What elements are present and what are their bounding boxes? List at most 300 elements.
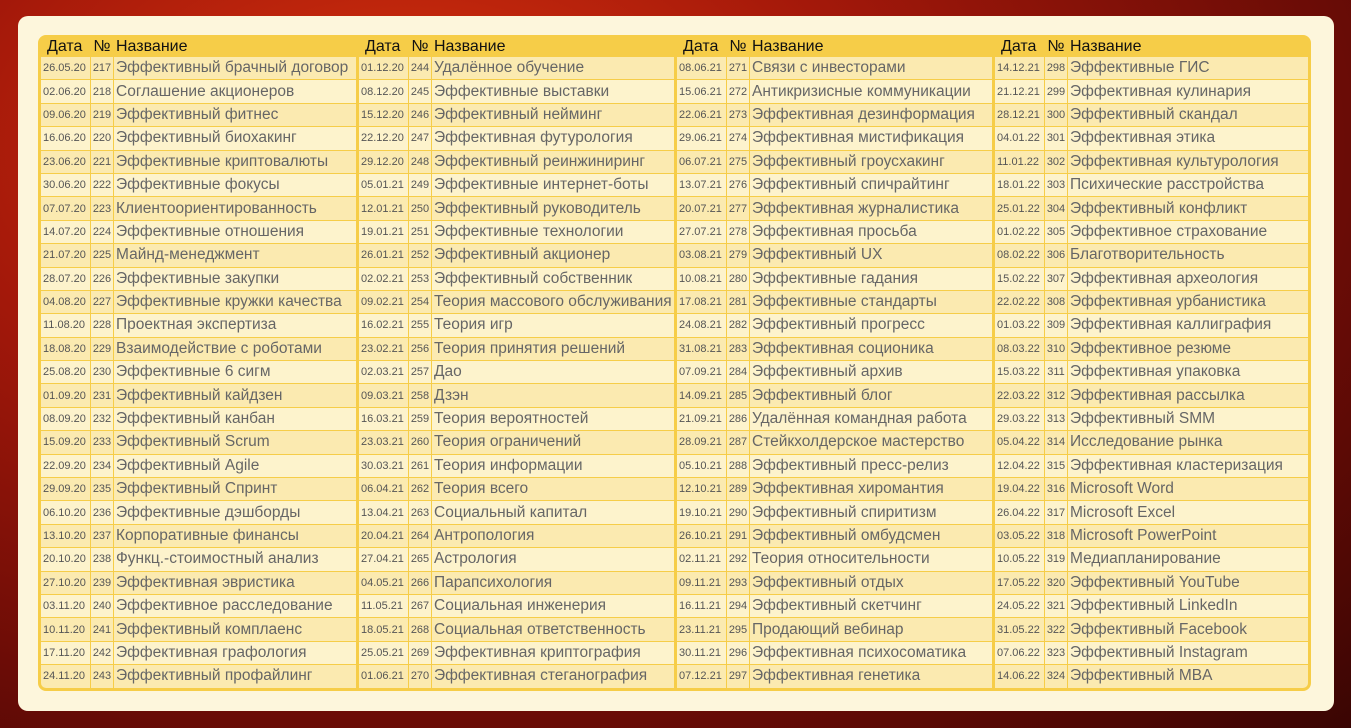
- title-cell[interactable]: Теория вероятностей: [432, 408, 674, 431]
- title-cell[interactable]: Эффективные технологии: [432, 221, 674, 244]
- table-row[interactable]: [995, 291, 1308, 314]
- table-row[interactable]: [41, 244, 356, 267]
- number-cell: 276: [727, 174, 750, 197]
- title-cell[interactable]: Эффективный гроусхакинг: [750, 151, 992, 174]
- table-row[interactable]: [41, 665, 356, 688]
- date-cell: 28.09.21: [677, 431, 727, 454]
- title-cell[interactable]: Эффективный блог: [750, 384, 992, 407]
- number-cell: 305: [1045, 221, 1068, 244]
- number-cell: 291: [727, 525, 750, 548]
- title-cell[interactable]: Эффективный собственник: [432, 268, 674, 291]
- table-row[interactable]: [41, 291, 356, 314]
- table-row[interactable]: [677, 127, 992, 150]
- title-cell[interactable]: Эффективный реинжиниринг: [432, 151, 674, 174]
- table-row[interactable]: [41, 197, 356, 220]
- title-cell[interactable]: Теория игр: [432, 314, 674, 337]
- table-row[interactable]: [359, 268, 674, 291]
- table-row[interactable]: [677, 291, 992, 314]
- table-row[interactable]: [677, 525, 992, 548]
- table-row[interactable]: [677, 197, 992, 220]
- title-cell[interactable]: Клиентоориентированность: [114, 197, 356, 220]
- title-cell[interactable]: Эффективный MBA: [1068, 665, 1308, 688]
- date-cell: 10.08.21: [677, 268, 727, 291]
- title-cell[interactable]: Эффективный Facebook: [1068, 618, 1308, 641]
- table-row[interactable]: [41, 618, 356, 641]
- date-cell: 04.01.22: [995, 127, 1045, 150]
- table-row[interactable]: [359, 665, 674, 688]
- title-cell[interactable]: Эффективные закупки: [114, 268, 356, 291]
- table-row[interactable]: [995, 665, 1308, 688]
- date-cell: 30.11.21: [677, 642, 727, 665]
- title-cell[interactable]: Майнд-менеджмент: [114, 244, 356, 267]
- date-cell: 29.12.20: [359, 151, 409, 174]
- number-cell: 272: [727, 80, 750, 103]
- title-cell[interactable]: Эффективный профайлинг: [114, 665, 356, 688]
- table-row[interactable]: [359, 431, 674, 454]
- title-cell[interactable]: Эффективный Agile: [114, 455, 356, 478]
- title-cell[interactable]: Эффективные кружки качества: [114, 291, 356, 314]
- table-row[interactable]: [41, 525, 356, 548]
- title-cell[interactable]: Эффективный акционер: [432, 244, 674, 267]
- table-row[interactable]: [995, 525, 1308, 548]
- title-cell[interactable]: Удалённая командная работа: [750, 408, 992, 431]
- title-cell[interactable]: Эффективные стандарты: [750, 291, 992, 314]
- table-row[interactable]: [995, 595, 1308, 618]
- title-cell[interactable]: Эффективное расследование: [114, 595, 356, 618]
- date-cell: 03.05.22: [995, 525, 1045, 548]
- table-row[interactable]: [995, 57, 1308, 80]
- table-row[interactable]: [995, 244, 1308, 267]
- table-row[interactable]: [995, 314, 1308, 337]
- title-cell[interactable]: Эффективная каллиграфия: [1068, 314, 1308, 337]
- table-row[interactable]: [359, 80, 674, 103]
- table-row[interactable]: [677, 595, 992, 618]
- title-cell[interactable]: Эффективные гадания: [750, 268, 992, 291]
- table-row[interactable]: [41, 548, 356, 571]
- title-cell[interactable]: Эффективная криптография: [432, 642, 674, 665]
- title-cell[interactable]: Эффективный омбудсмен: [750, 525, 992, 548]
- number-cell: 256: [409, 338, 432, 361]
- title-cell[interactable]: Эффективная упаковка: [1068, 361, 1308, 384]
- date-cell: 28.12.21: [995, 104, 1045, 127]
- title-cell[interactable]: Эффективная соционика: [750, 338, 992, 361]
- table-row[interactable]: [995, 384, 1308, 407]
- table-row[interactable]: [41, 80, 356, 103]
- table-row[interactable]: [41, 314, 356, 337]
- date-cell: 06.10.20: [41, 501, 91, 524]
- table-row[interactable]: [41, 268, 356, 291]
- table-row[interactable]: [677, 618, 992, 641]
- table-row[interactable]: [359, 221, 674, 244]
- number-cell: 324: [1045, 665, 1068, 688]
- title-cell[interactable]: Исследование рынка: [1068, 431, 1308, 454]
- table-row[interactable]: [41, 338, 356, 361]
- number-cell: 319: [1045, 548, 1068, 571]
- table-row[interactable]: [359, 408, 674, 431]
- title-cell[interactable]: Эффективная генетика: [750, 665, 992, 688]
- table-row[interactable]: [677, 408, 992, 431]
- title-cell[interactable]: Эффективный SMM: [1068, 408, 1308, 431]
- date-cell: 03.11.20: [41, 595, 91, 618]
- table-row[interactable]: [995, 618, 1308, 641]
- table-row[interactable]: [359, 127, 674, 150]
- table-row[interactable]: [359, 525, 674, 548]
- date-cell: 07.06.22: [995, 642, 1045, 665]
- number-cell: 309: [1045, 314, 1068, 337]
- title-cell[interactable]: Microsoft PowerPoint: [1068, 525, 1308, 548]
- table-row[interactable]: [359, 338, 674, 361]
- table-row[interactable]: [677, 361, 992, 384]
- title-cell[interactable]: Эффективный спиритизм: [750, 501, 992, 524]
- table-row[interactable]: [677, 642, 992, 665]
- title-cell[interactable]: Эффективная графология: [114, 642, 356, 665]
- title-cell[interactable]: Психические расстройства: [1068, 174, 1308, 197]
- table-row[interactable]: [677, 384, 992, 407]
- title-cell[interactable]: Эффективный LinkedIn: [1068, 595, 1308, 618]
- title-cell[interactable]: Эффективный скетчинг: [750, 595, 992, 618]
- title-cell[interactable]: Теория принятия решений: [432, 338, 674, 361]
- date-cell: 16.02.21: [359, 314, 409, 337]
- title-cell[interactable]: Эффективная журналистика: [750, 197, 992, 220]
- title-cell[interactable]: Эффективные ГИС: [1068, 57, 1308, 80]
- table-row[interactable]: [677, 338, 992, 361]
- table-body: [359, 57, 674, 689]
- title-cell[interactable]: Эффективная кластеризация: [1068, 455, 1308, 478]
- title-cell[interactable]: Microsoft Word: [1068, 478, 1308, 501]
- number-cell: 313: [1045, 408, 1068, 431]
- title-cell[interactable]: Эффективная урбанистика: [1068, 291, 1308, 314]
- title-cell[interactable]: Эффективный UX: [750, 244, 992, 267]
- number-cell: 266: [409, 572, 432, 595]
- title-cell[interactable]: Эффективный архив: [750, 361, 992, 384]
- title-cell[interactable]: Теория информации: [432, 455, 674, 478]
- title-cell[interactable]: Эффективная стеганография: [432, 665, 674, 688]
- number-cell: 247: [409, 127, 432, 150]
- table-row[interactable]: [359, 314, 674, 337]
- title-cell[interactable]: Социальный капитал: [432, 501, 674, 524]
- date-cell: 18.05.21: [359, 618, 409, 641]
- number-cell: 310: [1045, 338, 1068, 361]
- title-cell[interactable]: Эффективный комплаенс: [114, 618, 356, 641]
- title-cell[interactable]: Эффективная дезинформация: [750, 104, 992, 127]
- number-cell: 317: [1045, 501, 1068, 524]
- table-row[interactable]: [41, 151, 356, 174]
- table-row[interactable]: [41, 221, 356, 244]
- table-row[interactable]: [677, 572, 992, 595]
- number-cell: 224: [91, 221, 114, 244]
- title-cell[interactable]: Эффективный фитнес: [114, 104, 356, 127]
- table-row[interactable]: [41, 501, 356, 524]
- table-row[interactable]: [677, 57, 992, 80]
- date-cell: 05.10.21: [677, 455, 727, 478]
- title-cell[interactable]: Эффективный канбан: [114, 408, 356, 431]
- title-cell[interactable]: Медиапланирование: [1068, 548, 1308, 571]
- date-cell: 01.09.20: [41, 384, 91, 407]
- title-cell[interactable]: Антропология: [432, 525, 674, 548]
- table-row[interactable]: [359, 595, 674, 618]
- table-row[interactable]: [41, 384, 356, 407]
- title-cell[interactable]: Эффективная футурология: [432, 127, 674, 150]
- table-row[interactable]: [41, 174, 356, 197]
- table-row[interactable]: [677, 268, 992, 291]
- number-cell: 235: [91, 478, 114, 501]
- table-row[interactable]: [995, 174, 1308, 197]
- title-cell[interactable]: Эффективная этика: [1068, 127, 1308, 150]
- table-row[interactable]: [41, 57, 356, 80]
- number-cell: 280: [727, 268, 750, 291]
- table-row[interactable]: [677, 104, 992, 127]
- title-cell[interactable]: Эффективный пресс-релиз: [750, 455, 992, 478]
- table-row[interactable]: [677, 174, 992, 197]
- title-cell[interactable]: Теория ограничений: [432, 431, 674, 454]
- title-cell[interactable]: Парапсихология: [432, 572, 674, 595]
- title-cell[interactable]: Эффективные фокусы: [114, 174, 356, 197]
- title-cell[interactable]: Эффективная хиромантия: [750, 478, 992, 501]
- table-row[interactable]: [359, 151, 674, 174]
- title-cell[interactable]: Теория массового обслуживания: [432, 291, 674, 314]
- table-row[interactable]: [995, 127, 1308, 150]
- date-cell: 26.05.20: [41, 57, 91, 80]
- title-cell[interactable]: Дао: [432, 361, 674, 384]
- table-row[interactable]: [995, 151, 1308, 174]
- table-row[interactable]: [995, 642, 1308, 665]
- number-cell: 241: [91, 618, 114, 641]
- date-cell: 23.11.21: [677, 618, 727, 641]
- date-cell: 16.06.20: [41, 127, 91, 150]
- title-cell[interactable]: Эффективные дэшборды: [114, 501, 356, 524]
- date-cell: 22.06.21: [677, 104, 727, 127]
- date-cell: 24.08.21: [677, 314, 727, 337]
- title-cell[interactable]: Эффективный скандал: [1068, 104, 1308, 127]
- table-body: [41, 57, 356, 689]
- date-cell: 31.05.22: [995, 618, 1045, 641]
- table-row[interactable]: [359, 104, 674, 127]
- table-row[interactable]: [359, 197, 674, 220]
- title-cell[interactable]: Эффективный спичрайтинг: [750, 174, 992, 197]
- title-cell[interactable]: Теория всего: [432, 478, 674, 501]
- date-cell: 11.01.22: [995, 151, 1045, 174]
- date-cell: 11.05.21: [359, 595, 409, 618]
- header-date: Дата: [995, 38, 1045, 57]
- title-cell[interactable]: Астрология: [432, 548, 674, 571]
- table-row[interactable]: [41, 478, 356, 501]
- title-cell[interactable]: Благотворительность: [1068, 244, 1308, 267]
- table-row[interactable]: [995, 501, 1308, 524]
- title-cell[interactable]: Эффективные 6 сигм: [114, 361, 356, 384]
- title-cell[interactable]: Стейкхолдерское мастерство: [750, 431, 992, 454]
- title-cell[interactable]: Эффективные криптовалюты: [114, 151, 356, 174]
- table-row[interactable]: [677, 244, 992, 267]
- title-cell[interactable]: Эффективные выставки: [432, 80, 674, 103]
- title-cell[interactable]: Продающий вебинар: [750, 618, 992, 641]
- number-cell: 242: [91, 642, 114, 665]
- number-cell: 258: [409, 384, 432, 407]
- title-cell[interactable]: Дзэн: [432, 384, 674, 407]
- date-cell: 27.04.21: [359, 548, 409, 571]
- number-cell: 267: [409, 595, 432, 618]
- title-cell[interactable]: Эффективная эвристика: [114, 572, 356, 595]
- title-cell[interactable]: Эффективный брачный договор: [114, 57, 356, 80]
- date-cell: 10.05.22: [995, 548, 1045, 571]
- title-cell[interactable]: Корпоративные финансы: [114, 525, 356, 548]
- title-cell[interactable]: Теория относительности: [750, 548, 992, 571]
- date-cell: 29.06.21: [677, 127, 727, 150]
- title-cell[interactable]: Социальная ответственность: [432, 618, 674, 641]
- table-row[interactable]: [995, 455, 1308, 478]
- title-cell[interactable]: Эффективный нейминг: [432, 104, 674, 127]
- number-cell: 234: [91, 455, 114, 478]
- date-cell: 15.02.22: [995, 268, 1045, 291]
- title-cell[interactable]: Эффективные интернет-боты: [432, 174, 674, 197]
- title-cell[interactable]: Эффективная просьба: [750, 221, 992, 244]
- title-cell[interactable]: Эффективный YouTube: [1068, 572, 1308, 595]
- title-cell[interactable]: Эффективная мистификация: [750, 127, 992, 150]
- title-cell[interactable]: Функц.-стоимостный анализ: [114, 548, 356, 571]
- title-cell[interactable]: Антикризисные коммуникации: [750, 80, 992, 103]
- title-cell[interactable]: Удалённое обучение: [432, 57, 674, 80]
- table-row[interactable]: [995, 80, 1308, 103]
- number-cell: 289: [727, 478, 750, 501]
- header-title: Название: [1068, 38, 1308, 57]
- table-row[interactable]: [677, 431, 992, 454]
- table-row[interactable]: [41, 408, 356, 431]
- date-cell: 01.06.21: [359, 665, 409, 688]
- title-cell[interactable]: Эффективный Спринт: [114, 478, 356, 501]
- table-row[interactable]: [359, 384, 674, 407]
- table-row[interactable]: [359, 174, 674, 197]
- title-cell[interactable]: Взаимодействие с роботами: [114, 338, 356, 361]
- number-cell: 294: [727, 595, 750, 618]
- table-row[interactable]: [359, 291, 674, 314]
- table-row[interactable]: [41, 431, 356, 454]
- table-row[interactable]: [677, 151, 992, 174]
- table-row[interactable]: [995, 431, 1308, 454]
- title-cell[interactable]: Эффективная археология: [1068, 268, 1308, 291]
- title-cell[interactable]: Эффективная культурология: [1068, 151, 1308, 174]
- date-cell: 17.08.21: [677, 291, 727, 314]
- title-cell[interactable]: Эффективное резюме: [1068, 338, 1308, 361]
- table-row[interactable]: [995, 338, 1308, 361]
- table-row[interactable]: [359, 244, 674, 267]
- title-cell[interactable]: Эффективные отношения: [114, 221, 356, 244]
- table-row[interactable]: [677, 665, 992, 688]
- date-cell: 09.02.21: [359, 291, 409, 314]
- number-cell: 243: [91, 665, 114, 688]
- number-cell: 222: [91, 174, 114, 197]
- title-cell[interactable]: Эффективное страхование: [1068, 221, 1308, 244]
- date-cell: 21.07.20: [41, 244, 91, 267]
- table-row[interactable]: [359, 572, 674, 595]
- date-cell: 09.11.21: [677, 572, 727, 595]
- title-cell[interactable]: Эффективный кайдзен: [114, 384, 356, 407]
- date-cell: 18.01.22: [995, 174, 1045, 197]
- table-row[interactable]: [677, 478, 992, 501]
- title-cell[interactable]: Эффективный отдых: [750, 572, 992, 595]
- number-cell: 228: [91, 314, 114, 337]
- table-row[interactable]: [995, 268, 1308, 291]
- number-cell: 248: [409, 151, 432, 174]
- title-cell[interactable]: Эффективный биохакинг: [114, 127, 356, 150]
- title-cell[interactable]: Microsoft Excel: [1068, 501, 1308, 524]
- date-cell: 23.06.20: [41, 151, 91, 174]
- date-cell: 23.02.21: [359, 338, 409, 361]
- number-cell: 316: [1045, 478, 1068, 501]
- title-cell[interactable]: Эффективный руководитель: [432, 197, 674, 220]
- table-row[interactable]: [995, 361, 1308, 384]
- title-cell[interactable]: Эффективный конфликт: [1068, 197, 1308, 220]
- date-cell: 14.07.20: [41, 221, 91, 244]
- number-cell: 230: [91, 361, 114, 384]
- table-row[interactable]: [677, 314, 992, 337]
- table-row[interactable]: [359, 57, 674, 80]
- title-cell[interactable]: Эффективная кулинария: [1068, 80, 1308, 103]
- title-cell[interactable]: Эффективный Scrum: [114, 431, 356, 454]
- date-cell: 21.12.21: [995, 80, 1045, 103]
- table-row[interactable]: [995, 548, 1308, 571]
- table-row[interactable]: [41, 104, 356, 127]
- date-cell: 17.11.20: [41, 642, 91, 665]
- number-cell: 223: [91, 197, 114, 220]
- title-cell[interactable]: Эффективный Instagram: [1068, 642, 1308, 665]
- table-row[interactable]: [677, 455, 992, 478]
- table-row[interactable]: [41, 595, 356, 618]
- title-cell[interactable]: Эффективная психосоматика: [750, 642, 992, 665]
- table-row[interactable]: [359, 478, 674, 501]
- table-row[interactable]: [359, 548, 674, 571]
- table-row[interactable]: [995, 572, 1308, 595]
- table-row[interactable]: [995, 408, 1308, 431]
- date-cell: 05.04.22: [995, 431, 1045, 454]
- date-cell: 19.10.21: [677, 501, 727, 524]
- title-cell[interactable]: Соглашение акционеров: [114, 80, 356, 103]
- table-row[interactable]: [41, 455, 356, 478]
- title-cell[interactable]: Эффективный прогресс: [750, 314, 992, 337]
- table-row[interactable]: [41, 642, 356, 665]
- table-row[interactable]: [995, 221, 1308, 244]
- table-row[interactable]: [995, 478, 1308, 501]
- table-row[interactable]: [41, 127, 356, 150]
- table-row[interactable]: [677, 548, 992, 571]
- date-cell: 12.10.21: [677, 478, 727, 501]
- date-cell: 07.07.20: [41, 197, 91, 220]
- header-row: [359, 38, 674, 57]
- table-row[interactable]: [41, 572, 356, 595]
- title-cell[interactable]: Проектная экспертиза: [114, 314, 356, 337]
- title-cell[interactable]: Социальная инженерия: [432, 595, 674, 618]
- date-cell: 28.07.20: [41, 268, 91, 291]
- table-row[interactable]: [359, 455, 674, 478]
- table-row[interactable]: [359, 361, 674, 384]
- table-row[interactable]: [677, 501, 992, 524]
- table-row[interactable]: [995, 104, 1308, 127]
- table-row[interactable]: [677, 80, 992, 103]
- column-group-2: [359, 38, 674, 688]
- table-row[interactable]: [359, 642, 674, 665]
- header-row: [41, 38, 356, 57]
- title-cell[interactable]: Эффективная рассылка: [1068, 384, 1308, 407]
- number-cell: 259: [409, 408, 432, 431]
- title-cell[interactable]: Связи с инвесторами: [750, 57, 992, 80]
- table-row[interactable]: [677, 221, 992, 244]
- number-cell: 279: [727, 244, 750, 267]
- number-cell: 302: [1045, 151, 1068, 174]
- date-cell: 24.11.20: [41, 665, 91, 688]
- table-row[interactable]: [995, 197, 1308, 220]
- table-row[interactable]: [359, 618, 674, 641]
- table-row[interactable]: [359, 501, 674, 524]
- date-cell: 02.02.21: [359, 268, 409, 291]
- table-row[interactable]: [41, 361, 356, 384]
